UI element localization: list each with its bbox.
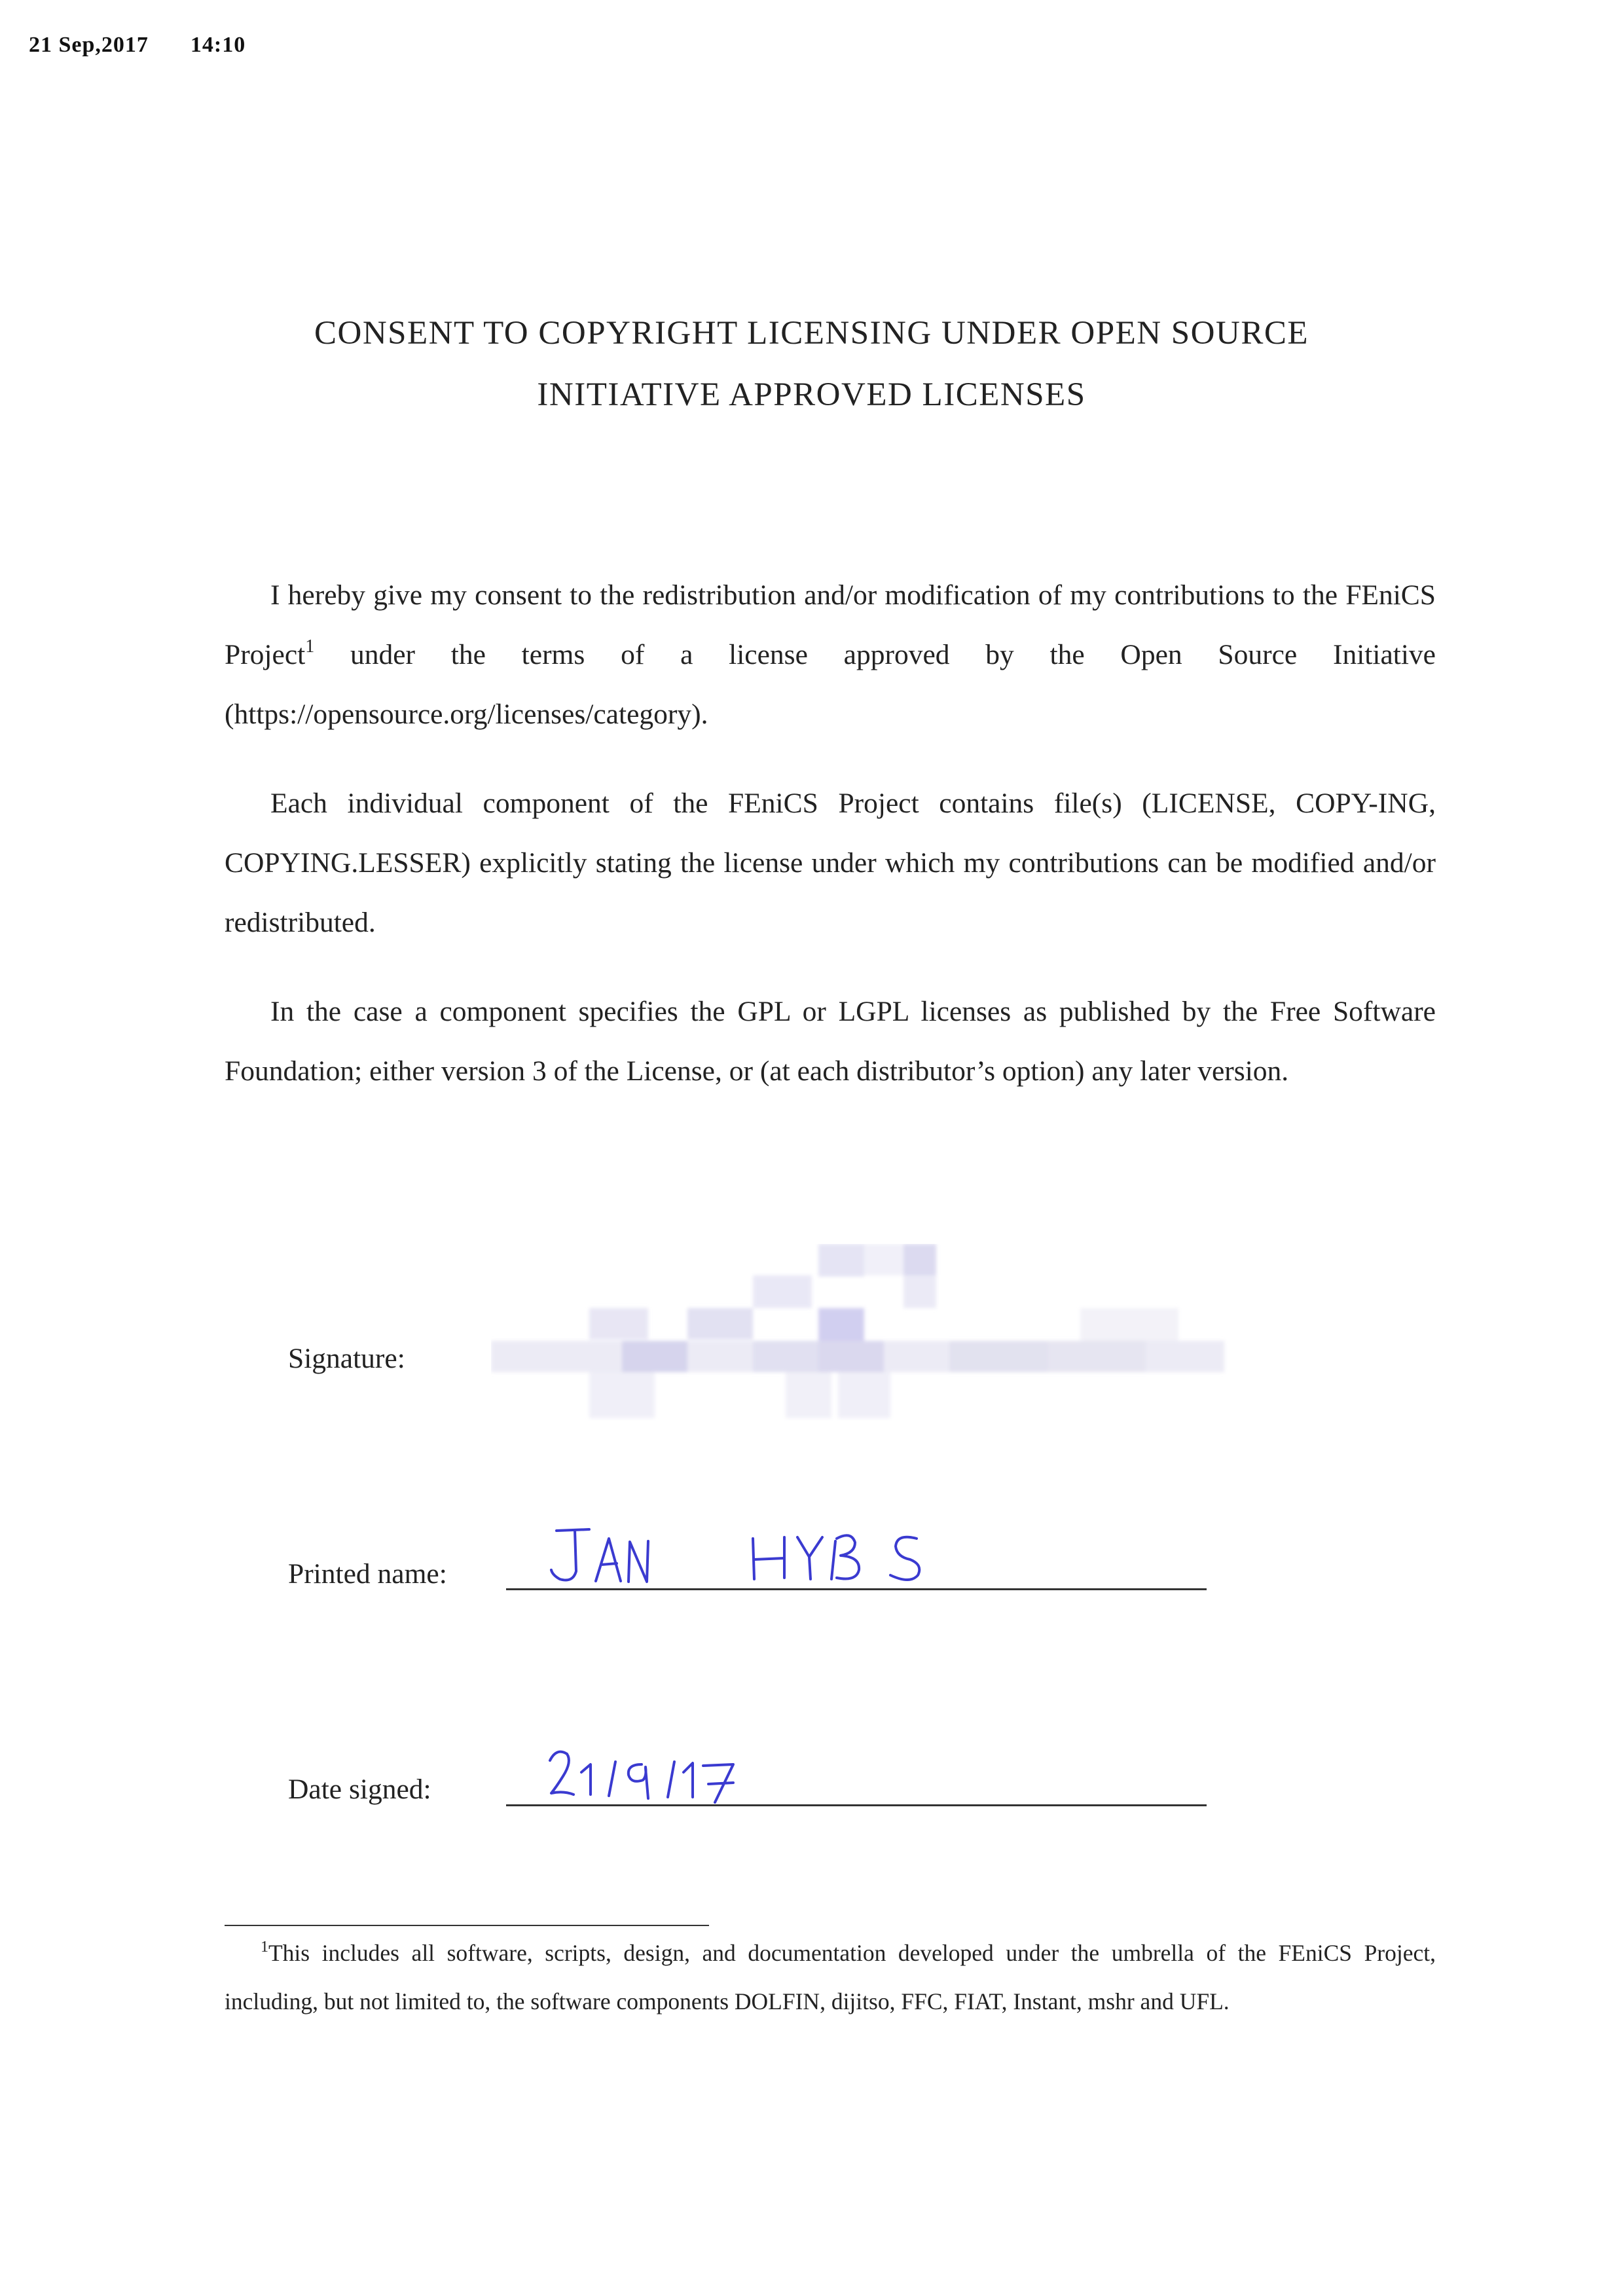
print-time: 14:10 <box>190 33 246 57</box>
consent-text-b: under the terms of a license approved by the Open Source Initiative (https://opensource.org/licenses/category). <box>225 639 1436 730</box>
date-signed-handwriting <box>543 1738 792 1810</box>
consent-text-a: I hereby give my consent to the redistribution and/or modification of my contributions to the FEniCS Project <box>225 579 1436 670</box>
gpl-paragraph <box>225 982 1436 1101</box>
consent-paragraph <box>225 566 1436 744</box>
printed-name-line <box>506 1588 1207 1590</box>
title-line-2: INITIATIVE APPROVED LICENSES <box>537 376 1086 413</box>
gpl-text: In the case a component specifies the GPL or LGPL licenses as published by the Free Software Foundation; either version 3 of the License, or (at each distributor’s option) any later version. <box>225 996 1436 1087</box>
print-timestamp <box>29 33 246 58</box>
printed-name-handwriting <box>543 1519 949 1591</box>
footnote-divider <box>225 1925 709 1926</box>
footnote-text: This includes all software, scripts, design, and documentation developed under the umbrella of the FEniCS Project, including, but not limited to, the software components DOLFIN, dijitso, FFC, FIAT, Instant, mshr and UFL. <box>225 1940 1436 2014</box>
component-license-text: Each individual component of the FEniCS Project contains file(s) (LICENSE, COPY-ING, COPYING.LESSER) explicitly stating the license under which my contributions can be modified and/or redistributed. <box>225 788 1436 938</box>
title-line-1: CONSENT TO COPYRIGHT LICENSING UNDER OPEN SOURCE <box>314 315 1309 352</box>
document-title <box>0 302 1623 426</box>
component-license-paragraph <box>225 774 1436 953</box>
date-signed-label: Date signed: <box>288 1774 431 1805</box>
printed-name-label: Printed name: <box>288 1558 447 1590</box>
date-signed-line <box>506 1804 1207 1806</box>
print-date: 21 Sep,2017 <box>29 33 149 57</box>
footnote <box>225 1929 1436 2026</box>
footnote-reference: 1 <box>305 636 315 657</box>
signature-redacted <box>491 1244 1257 1421</box>
signature-label: Signature: <box>288 1343 405 1374</box>
footnote-marker: 1 <box>261 1939 268 1956</box>
